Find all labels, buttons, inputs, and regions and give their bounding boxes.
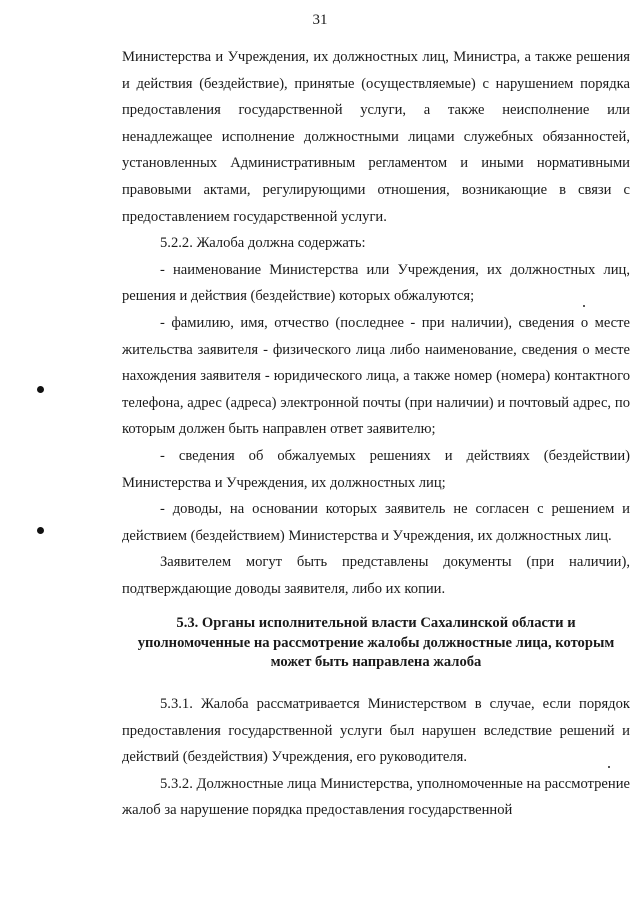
section-heading-line: 5.3. Органы исполнительной власти Сахалинской области и (176, 615, 576, 632)
paragraph: 5.2.2. Жалоба должна содержать: (160, 235, 366, 252)
paragraph: 5.3.1. Жалоба рассматривается Министерством в случае, если порядок предоставления государственной услуги был нарушен вследствие решений и действий (бездействия) Учреждения, его руководителя. (122, 695, 630, 766)
section-heading-line: может быть направлена жалоба (270, 654, 482, 671)
scan-mark (37, 386, 44, 393)
paragraph: 5.3.2. Должностные лица Министерства, уполномоченные на рассмотрение жалоб за нарушение порядка предоставления государственной (122, 775, 630, 819)
paragraph: Министерства и Учреждения, их должностных лиц, Министра, а также решения и действия (бездействие), принятые (осуществляемые) с нарушением порядка предоставления государственной услуги, а также неисполнение или ненадлежащее исполнение должностными лицами служебных обязанностей, установленных Административным регламентом и иными нормативными правовыми актами, регулирующими отношения, возникающие в связи с предоставлением государственной услуги. (122, 49, 630, 225)
list-item: - сведения об обжалуемых решениях и действиях (бездействии) Министерства и Учреждения, их должностных лиц; (122, 447, 630, 491)
paragraph: Заявителем могут быть представлены документы (при наличии), подтверждающие доводы заявителя, либо их копии. (122, 554, 630, 597)
list-item: - наименование Министерства или Учреждения, их должностных лиц, решения и действия (бездействие) которых обжалуются; (122, 261, 630, 305)
document-body (122, 44, 630, 824)
page-number: 31 (312, 12, 328, 28)
list-item: - фамилию, имя, отчество (последнее - при наличии), сведения о месте жительства заявителя - физического лица либо наименование, сведения о месте нахождения заявителя - юридического лица, а также номер (номера) контактного телефона, адрес (адреса) электронной почты (при наличии) и почтовый адрес, по которым должен быть направлен ответ заявителю; (122, 314, 630, 438)
section-heading (122, 614, 630, 673)
scan-mark (37, 527, 44, 534)
list-item: - доводы, на основании которых заявитель не согласен с решением и действием (бездействием) Министерства и Учреждения, их должностных лиц. (122, 501, 630, 544)
section-heading-line: уполномоченные на рассмотрение жалобы должностные лица, которым (137, 634, 615, 651)
